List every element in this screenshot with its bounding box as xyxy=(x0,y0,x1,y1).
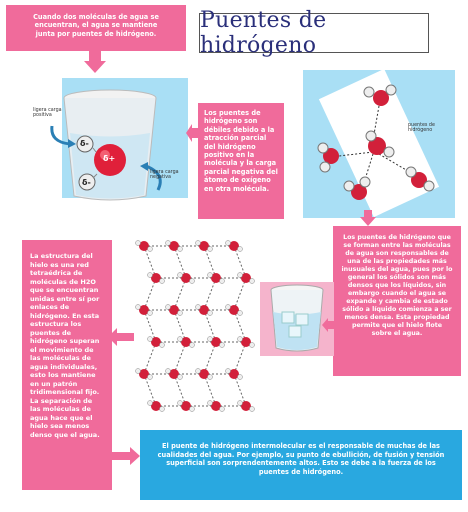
water-glass-illustration xyxy=(30,78,190,203)
ice-structure-text: La estructura del hielo es una red tetraédrica de moléculas de H2O que se encuentran unidas entre sí por enlaces de hidrógeno. En esta estructura los puentes de hidrógeno superan el movimiento de las moléculas de agua individuales, esto los mantiene en un patrón tridimensional fijo. La separación de las moléculas de agua hace que el hielo sea menos denso que el agua. xyxy=(30,252,100,439)
summary-box xyxy=(140,430,462,500)
positive-charge-label: ligera carga positiva xyxy=(33,108,62,119)
delta-minus-label-2: δ- xyxy=(82,178,91,187)
left-arrow-2 xyxy=(322,318,334,332)
page-title: Puentes de hidrógeno xyxy=(200,8,327,58)
negative-charge-label: ligera carga negativa xyxy=(150,170,179,181)
right-arrow xyxy=(112,447,140,465)
summary-text: El puente de hidrógeno intermolecular es el responsable de muchas de las cualidades del agua. Por ejemplo, su punto de ebullición, de fusión y tensión superficial son sorprendentemente altos. Esto se debe a la fuerza de los puentes de hidrógeno. xyxy=(157,442,445,476)
hydrogen-bond-diagram xyxy=(303,70,455,218)
delta-minus-label-1: δ- xyxy=(80,139,89,148)
bonds-label: puentes de hidrógeno xyxy=(408,123,435,134)
intro-box xyxy=(6,5,186,51)
intro-text: Cuando dos moléculas de agua se encuentran, el agua se mantiene junta por puentes de hidrógeno. xyxy=(33,13,159,38)
weak-bonds-box xyxy=(198,103,284,219)
density-text: Los puentes de hidrógeno que se forman entre las moléculas de agua son responsables de una de las propiedades más inusuales del agua, pues por lo general los sólidos son más densos que los líquidos, sin embargo cuando el agua se expande y cambia de estado sólido a líquido comienza a ser menos densa. Esta propiedad permite que el hielo flote sobre el agua. xyxy=(341,234,453,337)
density-box xyxy=(333,226,461,376)
down-arrow-1 xyxy=(84,51,106,73)
down-arrow-2 xyxy=(360,210,376,226)
ice-lattice-diagram xyxy=(134,232,262,424)
ice-structure-box xyxy=(22,240,112,490)
weak-bonds-text: Los puentes de hidrógeno son débiles debido a la atracción parcial del hidrógeno positivo en la molécula y la carga parcial negativa del átomo de oxígeno en otra molécula. xyxy=(204,109,278,193)
delta-plus-label: δ+ xyxy=(103,154,116,163)
title-box xyxy=(199,8,429,58)
